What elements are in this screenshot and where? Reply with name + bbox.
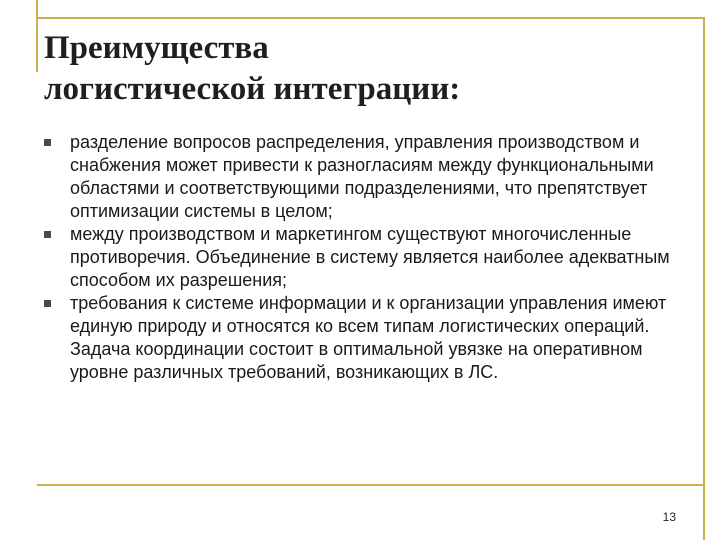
frame-right-line <box>703 17 705 540</box>
frame-top-line <box>37 17 703 19</box>
slide-title: Преимущества логистической интеграции: <box>44 30 461 107</box>
square-bullet-icon <box>44 300 51 307</box>
bullet-text: разделение вопросов распределения, управления производством и снабжения может привести к разногласиям между функциональными областями и соответствующими подразделениями, что препятствует оптимизации системы в целом; <box>70 132 654 221</box>
square-bullet-icon <box>44 231 51 238</box>
bullet-item <box>44 131 684 223</box>
frame-bottom-line <box>37 484 705 486</box>
page-number: 13 <box>662 510 676 524</box>
frame-left-line <box>36 0 38 72</box>
bullet-item <box>44 223 684 292</box>
bullet-text: требования к системе информации и к организации управления имеют единую природу и относятся ко всем типам логистических операций. Задача координации состоит в оптимальной увязке на оперативном уровне различных требований, возникающих в ЛС. <box>70 293 667 382</box>
bullet-list <box>44 131 684 384</box>
bullet-item <box>44 292 684 384</box>
bullet-text: между производством и маркетингом существуют многочисленные противоречия. Объединение в систему является наиболее адекватным способом их разрешения; <box>70 224 670 290</box>
square-bullet-icon <box>44 139 51 146</box>
